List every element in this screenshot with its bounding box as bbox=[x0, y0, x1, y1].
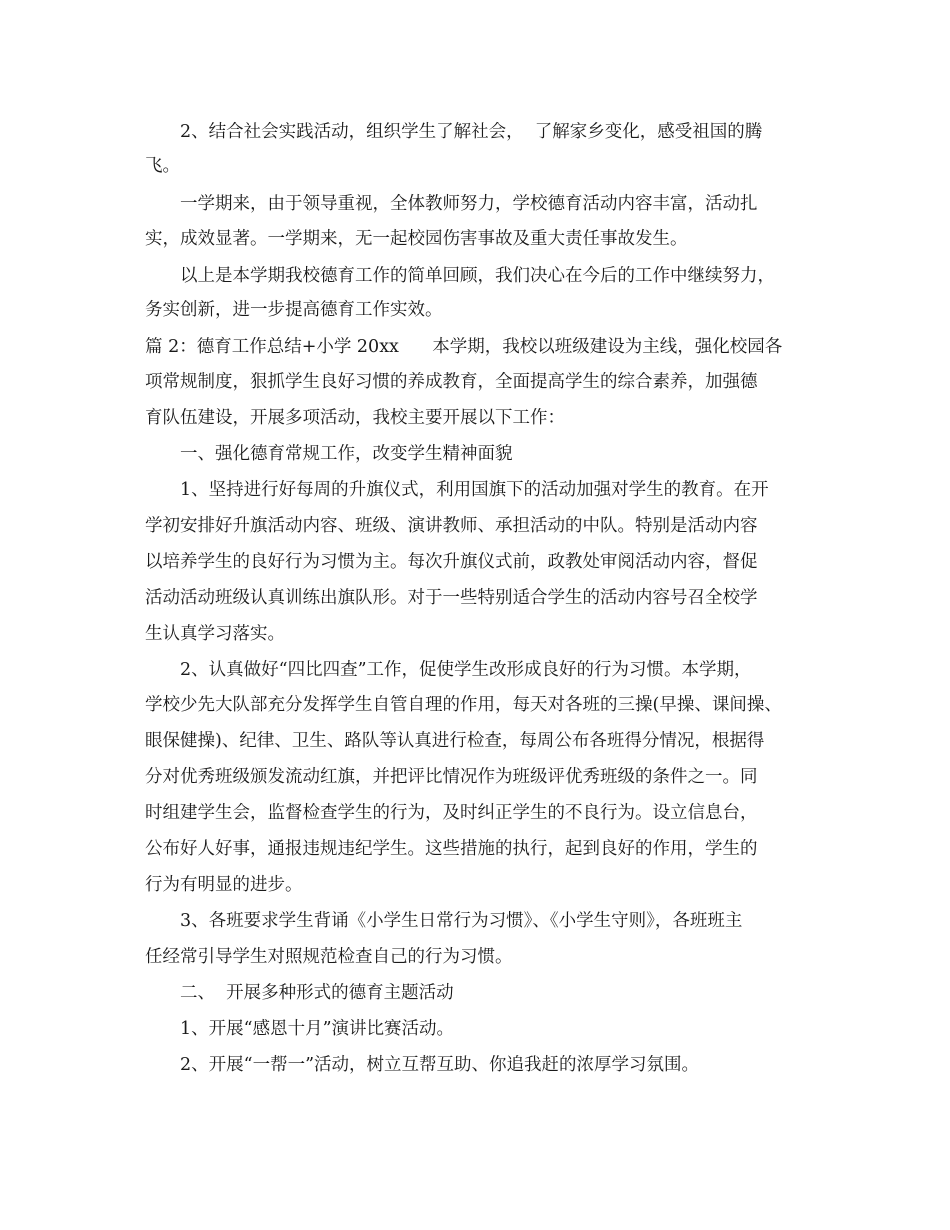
text-line: 项常规制度，狠抓学生良好习惯的养成教育，全面提高学生的综合素养，加强德 bbox=[145, 372, 758, 392]
text-line: 任经常引导学生对照规范检查自己的行为习惯。 bbox=[145, 947, 513, 967]
text-line: 分对优秀班级颁发流动红旗，并把评比情况作为班级评优秀班级的条件之一。同 bbox=[145, 767, 758, 787]
text-line: 1、开展“感恩十月”演讲比赛活动。 bbox=[180, 1019, 455, 1039]
text-line: 2、认真做好“四比四查”工作，促使学生改形成良好的行为习惯。本学期， bbox=[180, 660, 752, 680]
text-line: 公布好人好事，通报违规违纪学生。这些措施的执行，起到良好的作用，学生的 bbox=[145, 839, 758, 859]
text-line: 飞。 bbox=[145, 156, 180, 176]
text-line: 学初安排好升旗活动内容、班级、演讲教师、承担活动的中队。特别是活动内容 bbox=[145, 516, 758, 536]
text-line: 实，成效显著。一学期来，无一起校园伤害事故及重大责任事故发生。 bbox=[145, 229, 688, 249]
text-line: 一学期来，由于领导重视，全体教师努力，学校德育活动内容丰富，活动扎 bbox=[180, 194, 758, 214]
text-line: 1、坚持进行好每周的升旗仪式，利用国旗下的活动加强对学生的教育。在开 bbox=[180, 480, 769, 500]
text-line: 生认真学习落实。 bbox=[145, 624, 285, 644]
text-line: 3、各班要求学生背诵《小学生日常行为习惯》、《小学生守则》，各班班主 bbox=[180, 911, 743, 931]
text-line: 时组建学生会，监督检查学生的行为，及时纠正学生的不良行为。设立信息台， bbox=[145, 803, 758, 823]
text-line: 眼保健操)、纪律、卫生、路队等认真进行检查，每周公布各班得分情况，根据得 bbox=[145, 731, 765, 751]
section-heading: 二、 开展多种形式的德育主题活动 bbox=[180, 983, 454, 1003]
text-line: 行为有明显的进步。 bbox=[145, 875, 303, 895]
text-line: 篇 2：德育工作总结+小学 20xx 本学期，我校以班级建设为主线，强化校园各 bbox=[145, 337, 783, 357]
text-line: 以培养学生的良好行为习惯为主。每次升旗仪式前，政教处审阅活动内容，督促 bbox=[145, 552, 758, 572]
text-line: 活动活动班级认真训练出旗队形。对于一些特别适合学生的活动内容号召全校学 bbox=[145, 588, 758, 608]
text-line: 2、开展“一帮一”活动，树立互帮互助、你追我赶的浓厚学习氛围。 bbox=[180, 1055, 700, 1075]
section-heading: 一、强化德育常规工作，改变学生精神面貌 bbox=[180, 444, 513, 464]
text-line: 学校少先大队部充分发挥学生自管自理的作用，每天对各班的三操(早操、课间操、 bbox=[145, 695, 782, 715]
text-line: 2、结合社会实践活动，组织学生了解社会， 了解家乡变化，感受祖国的腾 bbox=[180, 122, 763, 142]
text-line: 以上是本学期我校德育工作的简单回顾，我们决心在今后的工作中继续努力， bbox=[180, 266, 775, 286]
text-line: 育队伍建设，开展多项活动，我校主要开展以下工作： bbox=[145, 408, 565, 428]
text-line: 务实创新，进一步提高德育工作实效。 bbox=[145, 300, 443, 320]
